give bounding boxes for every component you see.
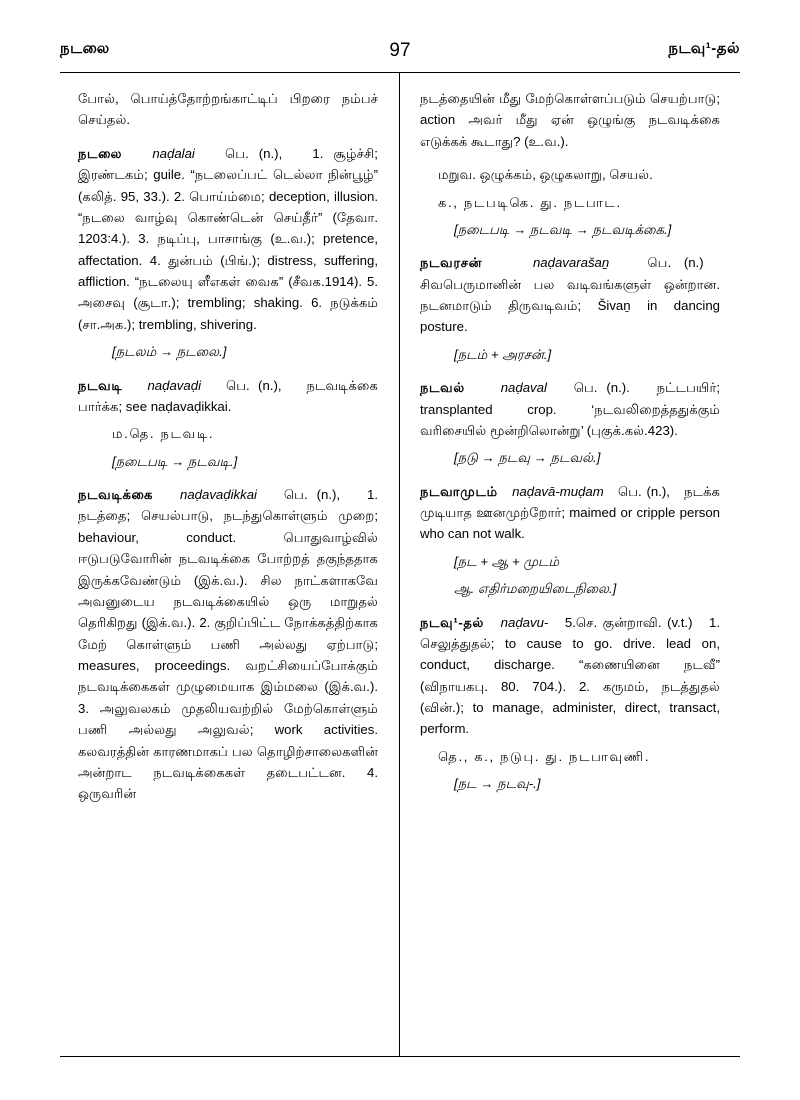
definition-body: நட்டபயிர்; transplanted crop. ‘நடவலிறைத்ததுக்கும் வரிசையில் மூன்றிலொன்று’ (புகுக்.கல்.423). (420, 380, 720, 438)
grammar-label: பெ. (n.). (573, 380, 630, 396)
header-rule (60, 72, 740, 73)
definition-body: 1. நடத்தை; செயல்பாடு, நடந்துகொள்ளும் முறை; behaviour, conduct. பொதுவாழ்வில் ஈடுபடுவோரின் நடவடிக்கை போற்றத் தகுந்ததாக இருக்கவேண்டும் (இக்.வ.). சில நாட்களாகவே அவனுடைய நடவடிக்கையில் ஒரு மாறுதல் தெரிகிறது (இக்.வ.). 2. குறிப்பிட்ட நோக்கத்திற்காக மேற் கொள்ளும் பணி அல்லது ஏற்பாடு; measures, proceedings. வறட்சியைப்போக்கும் நடவடிக்கைகள் முழுமையாக இம்மலை (இக்.வ.). 3. அலுவலகம் முதலியவற்றில் மேற்கொள்ளும் பணி அல்லது அலுவல்; work activities. கலவரத்தின் காரணமாகப் பல தொழிற்சாலைகளின் அன்றாட நடவடிக்கைகள் தடைபட்டன. 4. ஒருவரின் (78, 487, 379, 802)
transliteration: naḍavaḍi (147, 377, 201, 393)
transliteration: naḍalai (152, 145, 195, 161)
headword: நடவு¹-தல் (420, 614, 485, 630)
etymology-note: [நடம் + அரசன்.] (454, 346, 552, 362)
transliteration: naḍavaḍikkai (179, 487, 257, 502)
headword: நடவல் (420, 380, 465, 396)
dictionary-entry-nadaval (420, 377, 720, 469)
entry-continuation: நடத்தையின் மீது மேற்கொள்ளப்படும் செயற்பாடு; action அவர் மீது ஏன் ஒழுங்கு நடவடிக்கை எடுக்கக் கூடாது? (உ.வ.). (420, 91, 720, 149)
etymology-note: [நடைபடி → நடவடி → நடவடிக்கை.] (454, 221, 672, 237)
footer-rule (60, 1056, 740, 1057)
transliteration: naḍavarašaṉ (532, 255, 610, 271)
definition-body: சிவபெருமானின் பல வடிவங்களுள் ஒன்றான. நடனமாடும் திருவடிவம்; Šivaṉ in dancing posture. (420, 276, 720, 335)
grammar-label: 5.செ. குன்றாவி. (v.t.) (564, 614, 693, 630)
page-header (60, 40, 740, 66)
cognate-sources: க., நடபடிகெ. து. நடபாட. (438, 194, 622, 210)
headword: நடவடிக்கை (78, 487, 154, 502)
grammar-label: பெ. (n.), (617, 483, 670, 499)
grammar-label: பெ. (n.), (225, 145, 283, 161)
synonyms: மறுவ. ஒழுக்கம், ஒழுகலாறு, செயல். (438, 167, 653, 183)
headword: நடலை (78, 145, 123, 161)
right-column (420, 88, 720, 807)
column-divider (399, 72, 400, 1057)
dictionary-entry-nadalai (78, 143, 378, 363)
grammar-label: பெ. (n.), (225, 377, 282, 393)
etymology-note: [நடு → நடவு → நடவல்.] (454, 450, 601, 466)
grammar-label: பெ. (n.) (647, 255, 704, 271)
entry-continuation-nadavadikkai (420, 88, 720, 240)
definition-body: நடவடிக்கை பார்க்க; see naḍavaḍikkai. (78, 377, 378, 414)
dictionary-entry-nadavamudam (420, 481, 720, 600)
transliteration: naḍaval (500, 380, 547, 396)
etymology-note: [நட + ஆ + முடம் (454, 553, 560, 569)
running-head-right: நடவு¹-தல் (668, 40, 740, 57)
grammar-label: பெ. (n.), (283, 487, 341, 502)
dictionary-entry-nadavadi (78, 375, 378, 473)
page-number: 97 (389, 40, 411, 61)
transliteration: naḍavā-muḍam (512, 483, 604, 499)
definition-body: 1. செலுத்துதல்; to cause to go. drive. lead on, conduct, discharge. “கணையினை நடவீ” (விநாயகபு. 80. 704.). 2. கருமம், நடத்துதல் (வின்.); to manage, administer, direct, transact, perform. (420, 614, 721, 737)
dictionary-entry-nadavadikkai (78, 484, 378, 805)
headword: நடவடி (78, 377, 123, 393)
cognate-sources: தெ., க., நடுபு. து. நடபாவுணி. (438, 748, 651, 764)
etymology-note: [நட → நடவு-.] (454, 776, 541, 792)
headword: நடவாமுடம் (420, 483, 498, 499)
dictionary-entry-nadavu-thal (420, 612, 720, 795)
left-column (78, 88, 378, 811)
etymology-note: [நடைபடி → நடவடி.] (112, 453, 238, 469)
cognate-sources: ம.தெ. நடவடி. (112, 426, 215, 442)
entry-continuation: போல், பொய்த்தோற்றங்காட்டிப் பிறரை நம்பச் செய்தல். (78, 91, 378, 128)
definition-body: 1. சூழ்ச்சி; இரண்டகம்; guile. “நடலைப்பட் டெல்லா நின்பூழ்” (கலித். 95, 33.). 2. பொய்ம்மை; deception, illusion. “நடலை வாழ்வு கொண்டென் செய்தீர்” (தேவா. 1203:4.). 3. நடிப்பு, பாசாங்கு (உ.வ.); pretence, affectation. 4. துன்பம் (பிங்.); distress, suffering, affliction. “நடலையு ளீஎகள் வைக” (சீவக.1914). 5. அசைவு (சூடா.); trembling; shaking. 6. நடுக்கம் (சா.அக.); trembling, shivering. (78, 145, 378, 332)
etymology-note: [நடலம் → நடலை.] (112, 344, 227, 360)
running-head-left: நடலை (60, 40, 110, 57)
transliteration: naḍavu- (500, 614, 549, 630)
definition-body: நடக்க முடியாத ஊனமுற்றோர்; maimed or cripple person who can not walk. (420, 483, 720, 542)
headword: நடவரசன் (420, 255, 483, 271)
dictionary-entry-nadavarasan (420, 252, 720, 365)
etymology-note-secondary: ஆ. எதிர்மறையிடைநிலை.] (454, 581, 617, 597)
